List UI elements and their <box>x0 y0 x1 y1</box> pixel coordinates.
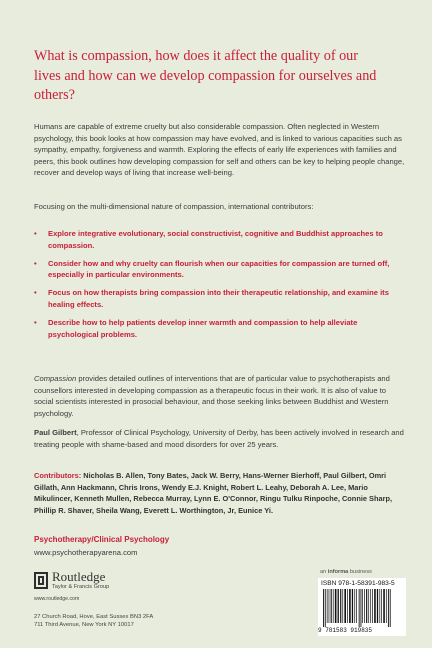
subject-category: Psychotherapy/Clinical Psychology <box>34 535 170 544</box>
publisher-name: Routledge <box>52 569 106 584</box>
editor-bio: Paul Gilbert, Professor of Clinical Psychology, University of Derby, has been actively involved in research and treating people with shame-based and mood disorders for over 25 years. <box>34 428 404 449</box>
publisher-website[interactable]: www.routledge.com <box>34 596 80 602</box>
editor-name: Paul Gilbert <box>34 428 77 437</box>
list-item: • Focus on how therapists bring compassion into their therapeutic relationship, and examine its healing effects. <box>34 288 389 309</box>
bullet-icon: • <box>34 229 37 238</box>
publisher-address: 27 Church Road, Hove, East Sussex BN3 2FA 711 Third Avenue, New York NY 10017 <box>34 614 154 629</box>
bullet-icon: • <box>34 318 37 328</box>
cover-headline: What is compassion, how does it affect the quality of our lives and how can we develop compassion for ourselves and others? <box>34 48 377 103</box>
contributors-list: Contributors: Nicholas B. Allen, Tony Bates, Jack W. Berry, Hans-Werner Bierhoff, Paul Gilbert, Omri Gillath, Ann Hackmann, Chris Irons, Wendy E.J. Knight, Robert L. Leahy, Deborah A. Lee, Mario Mikulincer, Kenneth Mullen, Rebecca Murray, Lynn E. O'Connor, Ringu Tulku Rinpoche, Connie Sharp, Phillip R. Shaver, Sheila Wang, Everett L. Worthington, Jr, Eunice Yi. <box>34 471 393 515</box>
intro-paragraph: Humans are capable of extreme cruelty but also considerable compassion. Often neglected in Western psychology, this book looks at how compassion may have evolved, and is linked to various capacities such as sympathy, empathy, forgiveness and warmth. Exploring the effects of early life experiences with families and peers, this book outlines how developing compassion for self and others can be key to helping people change, recover and develop ways of living that increase well-being. <box>34 122 405 178</box>
barcode-digits: 9 781583 919835 <box>318 627 373 634</box>
contributors-label: Contributors: <box>34 471 82 480</box>
bullet-icon: • <box>34 288 37 298</box>
list-item: • Consider how and why cruelty can flourish when our capacities for compassion are turned off, especially in particular environments. <box>34 258 390 280</box>
publisher-group: Taylor & Francis Group <box>52 584 110 590</box>
list-item: • Explore integrative evolutionary, social constructivist, cognitive and Buddhist approaches to compassion. <box>34 229 383 250</box>
bullet-icon: • <box>34 258 37 268</box>
website-link[interactable]: www.psychotherapyarena.com <box>34 548 138 557</box>
book-title: Compassion <box>34 374 77 383</box>
routledge-logo-icon <box>34 572 48 589</box>
isbn-text: ISBN 978-1-58391-983-5 <box>321 580 395 587</box>
informa-business-tag: an informa business <box>320 569 372 575</box>
contribution-list <box>34 228 406 347</box>
barcode-icon <box>322 589 404 627</box>
list-item: • Describe how to help patients develop inner warmth and compassion to help alleviate psychological problems. <box>34 318 358 339</box>
summary-paragraph: Compassion provides detailed outlines of interventions that are of particular value to psychotherapists and counsellors interested in developing compassion as a therapeutic focus in their work. It is also of value to social scientists interested in prosocial behaviour, and those seeking links between Buddhist and Western psychology. <box>34 374 390 418</box>
focus-intro: Focusing on the multi-dimensional nature of compassion, international contributors: <box>34 202 314 211</box>
